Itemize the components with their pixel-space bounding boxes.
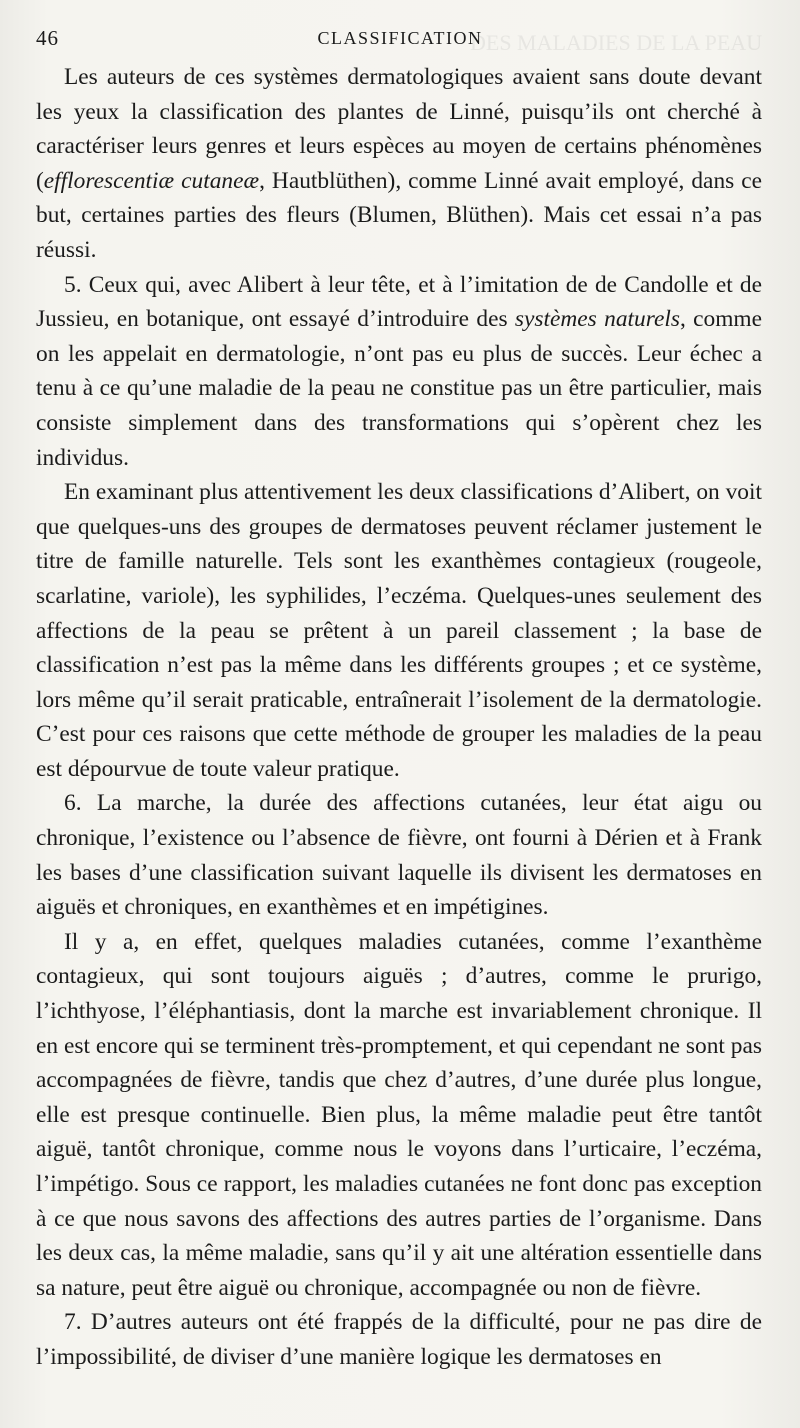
text-run: Les auteurs de ces systèmes dermatologiques avaient sans doute devant les yeux la classification des plantes de Linné, puisqu’ils ont cherché à caractériser leurs genres et leurs espèces au moyen de certains phénomènes (: [36, 64, 762, 194]
running-head: CLASSIFICATION: [317, 28, 483, 48]
paragraph: [36, 925, 762, 1306]
paragraph: [36, 60, 762, 268]
text-run: 7. D’autres auteurs ont été frappés de la difficulté, pour ne pas dire de l’impossibilité, de diviser d’une manière logique les dermatoses en: [36, 1309, 762, 1370]
text-run: 6. La marche, la durée des affections cutanées, leur état aigu ou chronique, l’existence ou l’absence de fièvre, ont fourni à Dérien et à Frank les bases d’une classification suivant laquelle ils divisent les dermatoses en aiguës et chroniques, en exanthèmes et en impétigines.: [36, 790, 762, 921]
text-run: Il y a, en effet, quelques maladies cutanées, comme l’exanthème contagieux, qui sont toujours aiguës ; d’autres, comme le prurigo, l’ichthyose, l’éléphantiasis, dont la marche est invariablement chronique. Il en est encore qui se terminent très-promptement, et qui cependant ne sont pas accompagnées de fièvre, tandis que chez d’autres, d’une durée plus longue, elle est presque continuelle. Bien plus, la même maladie peut être tantôt aiguë, tantôt chronique, comme nous le voyons dans l’urticaire, l’eczéma, l’impétigo. Sous ce rapport, les maladies cutanées ne font donc pas exception à ce que nous savons des affections des autres parties de l’organisme. Dans les deux cas, la même maladie, sans qu’il y ait une altération essentielle dans sa nature, peut être aiguë ou chronique, accompagnée ou non de fièvre.: [36, 928, 762, 1301]
text-run: 5. Ceux qui, avec Alibert à leur tête, et à l’imitation de de Candolle et de Jussieu, en botanique, ont essayé d’introduire des: [36, 271, 762, 333]
bleed-through-text: DES MALADIES DE LA PEAU: [470, 30, 763, 55]
page-header: [36, 26, 764, 62]
italic-term: efflorescentiæ cutaneæ: [43, 167, 260, 194]
paragraph: [36, 786, 762, 924]
page-number: 46: [36, 26, 59, 50]
body-text: [36, 60, 762, 1375]
paragraph: [36, 1305, 762, 1374]
text-run: , Hautblüthen), comme Linné avait employé, dans ce but, certaines parties des fleurs (Blumen, Blüthen). Mais cet essai n’a pas réussi.: [36, 167, 762, 263]
text-run: , comme on les appelait en dermatologie, n’ont pas eu plus de succès. Leur échec a tenu à ce qu’une maladie de la peau ne constitue pas un être particulier, mais consiste simplement dans des transformations qui s’opèrent chez les individus.: [36, 306, 762, 471]
paragraph: [36, 268, 762, 476]
text-run: En examinant plus attentivement les deux classifications d’Alibert, on voit que quelques-uns des groupes de dermatoses peuvent réclamer justement le titre de famille naturelle. Tels sont les exanthèmes contagieux (rougeole, scarlatine, variole), les syphilides, l’eczéma. Quelques-unes seulement des affections de la peau se prêtent à un pareil classement ; la base de classification n’est pas la même dans les différents groupes ; et ce système, lors même qu’il serait praticable, entraînerait l’isolement de la dermatologie. C’est pour ces raisons que cette méthode de grouper les maladies de la peau est dépourvue de toute valeur pratique.: [36, 479, 762, 782]
italic-term: systèmes naturels: [514, 306, 680, 333]
paragraph: [36, 475, 762, 786]
